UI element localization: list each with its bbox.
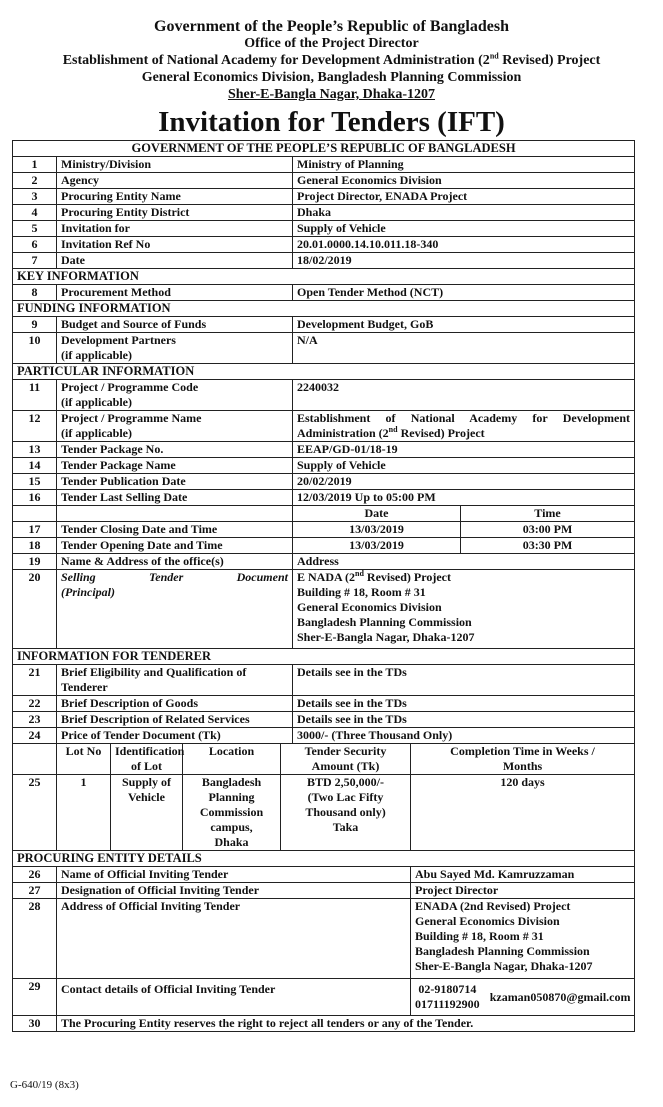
- contact-email: kzaman050870@gmail.com: [489, 989, 631, 1004]
- table-cell: 27: [13, 883, 57, 899]
- phone-1: 02-9180714: [418, 982, 477, 996]
- table-row: [13, 522, 635, 538]
- table-cell: 19: [13, 554, 57, 570]
- table-cell: Date: [57, 253, 293, 269]
- table-row: [13, 157, 635, 173]
- table-row: [13, 237, 635, 253]
- table-cell: 7: [13, 253, 57, 269]
- table-row: [13, 1016, 635, 1032]
- lot-header: [13, 744, 635, 775]
- table-row: [13, 333, 635, 364]
- table-cell: Development Partners (if applicable): [57, 333, 293, 364]
- table-cell: PROCURING ENTITY DETAILS: [13, 851, 635, 867]
- table-cell: FUNDING INFORMATION: [13, 301, 635, 317]
- table-cell: Address of Official Inviting Tender: [57, 899, 411, 979]
- table-cell: Completion Time in Weeks / Months: [411, 744, 635, 775]
- table-cell: The Procuring Entity reserves the right to reject all tenders or any of the Tender.: [57, 1016, 635, 1032]
- table-cell: 10: [13, 333, 57, 364]
- table-cell: 20: [13, 570, 57, 649]
- table-cell: Tender Publication Date: [57, 474, 293, 490]
- table-cell: 1: [13, 157, 57, 173]
- table-cell: 8: [13, 285, 57, 301]
- table-cell: Tender Opening Date and Time: [57, 538, 293, 554]
- table-cell: 15: [13, 474, 57, 490]
- table-cell: Project / Programme Code (if applicable): [57, 380, 293, 411]
- table-cell: EEAP/GD-01/18-19: [293, 442, 635, 458]
- table-cell: Brief Description of Related Services: [57, 712, 293, 728]
- table-cell: [13, 506, 57, 522]
- table-cell: N/A: [293, 333, 635, 364]
- selling-office-address: E NADA (2nd Revised) Project Building # 18, Room # 31 General Economics Division Bangladesh Planning Commission Sher-E-Bangla Nagar, Dhaka-1207: [293, 570, 635, 649]
- table-cell: GOVERNMENT OF THE PEOPLE’S REPUBLIC OF BANGLADESH: [13, 141, 635, 157]
- table-cell: Procurement Method: [57, 285, 293, 301]
- table-cell: Address: [293, 554, 635, 570]
- table-cell: Development Budget, GoB: [293, 317, 635, 333]
- table-row: [13, 867, 635, 883]
- table-cell: Identification of Lot: [111, 744, 183, 775]
- table-cell: Ministry/Division: [57, 157, 293, 173]
- table-row: [13, 728, 635, 744]
- header-line-4: General Economics Division, Bangladesh Planning Commission: [141, 70, 522, 85]
- table-cell: Brief Eligibility and Qualification of Tenderer: [57, 665, 293, 696]
- table-cell: 18: [13, 538, 57, 554]
- table-row: [13, 979, 635, 1016]
- table-cell: Details see in the TDs: [293, 696, 635, 712]
- header-line-2: Office of the Project Director: [244, 36, 419, 51]
- table-cell: Procuring Entity District: [57, 205, 293, 221]
- table-cell: Date: [293, 506, 461, 522]
- table-cell: 13/03/2019: [293, 538, 461, 554]
- table-cell: Invitation Ref No: [57, 237, 293, 253]
- table-cell: 03:00 PM: [461, 522, 635, 538]
- table-row: [13, 899, 635, 979]
- table-cell: 12/03/2019 Up to 05:00 PM: [293, 490, 635, 506]
- table-cell: Name & Address of the office(s): [57, 554, 293, 570]
- table-cell: [13, 744, 57, 775]
- table-cell: 5: [13, 221, 57, 237]
- table-cell: Supply of Vehicle: [293, 458, 635, 474]
- table-cell: Location: [183, 744, 281, 775]
- table-cell: Lot No: [57, 744, 111, 775]
- table-cell: 16: [13, 490, 57, 506]
- table-cell: [57, 506, 293, 522]
- table-cell: 13/03/2019: [293, 522, 461, 538]
- table-cell: [411, 979, 635, 1016]
- table-cell: 17: [13, 522, 57, 538]
- table-row: [13, 285, 635, 301]
- table-cell: 11: [13, 380, 57, 411]
- table-row: [13, 474, 635, 490]
- table-cell: Project Director, ENADA Project: [293, 189, 635, 205]
- section-heading: [13, 269, 635, 285]
- table-cell: Details see in the TDs: [293, 665, 635, 696]
- table-cell: 4: [13, 205, 57, 221]
- document-header: [0, 18, 663, 103]
- table-cell: Price of Tender Document (Tk): [57, 728, 293, 744]
- table-cell: 13: [13, 442, 57, 458]
- table-cell: Budget and Source of Funds: [57, 317, 293, 333]
- table-cell: General Economics Division: [293, 173, 635, 189]
- table-cell: Tender Package Name: [57, 458, 293, 474]
- table-row: [13, 317, 635, 333]
- table-cell: 20.01.0000.14.10.011.18-340: [293, 237, 635, 253]
- table-cell: Designation of Official Inviting Tender: [57, 883, 411, 899]
- table-row: [13, 253, 635, 269]
- table-cell: Bangladesh Planning Commission campus, Dhaka: [183, 775, 281, 851]
- table-cell: 1: [57, 775, 111, 851]
- header-line-3: Establishment of National Academy for Development Administration (2nd Revised) Project: [62, 51, 601, 68]
- section-heading: [13, 649, 635, 665]
- phone-2: 01711192900: [415, 997, 480, 1011]
- table-cell: Name of Official Inviting Tender: [57, 867, 411, 883]
- table-cell: Tender Package No.: [57, 442, 293, 458]
- table-cell: 2240032: [293, 380, 635, 411]
- table-cell: Tender Security Amount (Tk): [281, 744, 411, 775]
- table-cell: Ministry of Planning: [293, 157, 635, 173]
- table-row: [13, 570, 635, 649]
- table-row: [13, 554, 635, 570]
- table-row: [13, 411, 635, 442]
- table-row: [13, 442, 635, 458]
- table-cell: Selling Tender Document (Principal): [57, 570, 293, 649]
- table-row: [13, 205, 635, 221]
- date-time-header: [13, 506, 635, 522]
- table-cell: 9: [13, 317, 57, 333]
- table-cell: Details see in the TDs: [293, 712, 635, 728]
- table-cell: Procuring Entity Name: [57, 189, 293, 205]
- table-cell: 18/02/2019: [293, 253, 635, 269]
- table-cell: Agency: [57, 173, 293, 189]
- table-cell: Project / Programme Name (if applicable): [57, 411, 293, 442]
- section-heading: [13, 301, 635, 317]
- table-row: [13, 883, 635, 899]
- document-title: Invitation for Tenders (IFT): [158, 106, 505, 138]
- table-cell: Supply of Vehicle: [111, 775, 183, 851]
- footer-code: G-640/19 (8x3): [10, 1079, 79, 1091]
- header-line-1: Government of the People’s Republic of Bangladesh: [154, 18, 509, 35]
- table-cell: 25: [13, 775, 57, 851]
- table-row: [13, 665, 635, 696]
- table-row: [13, 380, 635, 411]
- ift-table: [12, 140, 635, 1032]
- table-row: [13, 458, 635, 474]
- table-cell: Establishment of National Academy for Development Administration (2nd Revised) Project: [293, 411, 635, 442]
- table-row: [13, 189, 635, 205]
- official-address: ENADA (2nd Revised) Project General Economics Division Building # 18, Room # 31 Bangladesh Planning Commission Sher-E-Bangla Nagar, Dhaka-1207: [411, 899, 635, 979]
- table-cell: PARTICULAR INFORMATION: [13, 364, 635, 380]
- table-cell: Time: [461, 506, 635, 522]
- table-row: [13, 696, 635, 712]
- table-row: [13, 538, 635, 554]
- table-cell: Supply of Vehicle: [293, 221, 635, 237]
- table-cell: 20/02/2019: [293, 474, 635, 490]
- table-cell: 21: [13, 665, 57, 696]
- table-cell: 23: [13, 712, 57, 728]
- table-cell: Invitation for: [57, 221, 293, 237]
- table-row: [13, 490, 635, 506]
- table-cell: Open Tender Method (NCT): [293, 285, 635, 301]
- table-cell: 14: [13, 458, 57, 474]
- table-cell: BTD 2,50,000/- (Two Lac Fifty Thousand only) Taka: [281, 775, 411, 851]
- table-cell: 26: [13, 867, 57, 883]
- table-cell: 3000/- (Three Thousand Only): [293, 728, 635, 744]
- header-line-5: Sher-E-Bangla Nagar, Dhaka-1207: [227, 87, 436, 102]
- table-title-row: [13, 141, 635, 157]
- table-cell: Dhaka: [293, 205, 635, 221]
- table-cell: 22: [13, 696, 57, 712]
- section-heading: [13, 851, 635, 867]
- table-row: [13, 712, 635, 728]
- table-cell: 6: [13, 237, 57, 253]
- table-cell: 12: [13, 411, 57, 442]
- table-cell: Tender Last Selling Date: [57, 490, 293, 506]
- table-cell: Project Director: [411, 883, 635, 899]
- table-cell: Brief Description of Goods: [57, 696, 293, 712]
- table-cell: Tender Closing Date and Time: [57, 522, 293, 538]
- table-cell: Abu Sayed Md. Kamruzzaman: [411, 867, 635, 883]
- lot-row: [13, 775, 635, 851]
- table-cell: 29: [13, 979, 57, 1016]
- table-cell: 28: [13, 899, 57, 979]
- table-cell: 30: [13, 1016, 57, 1032]
- table-cell: 3: [13, 189, 57, 205]
- table-cell: 03:30 PM: [461, 538, 635, 554]
- table-cell: KEY INFORMATION: [13, 269, 635, 285]
- table-cell: 2: [13, 173, 57, 189]
- table-row: [13, 221, 635, 237]
- section-heading: [13, 364, 635, 380]
- table-row: [13, 173, 635, 189]
- table-cell: 120 days: [411, 775, 635, 851]
- table-cell: Contact details of Official Inviting Tender: [57, 979, 411, 1016]
- table-cell: 24: [13, 728, 57, 744]
- table-cell: INFORMATION FOR TENDERER: [13, 649, 635, 665]
